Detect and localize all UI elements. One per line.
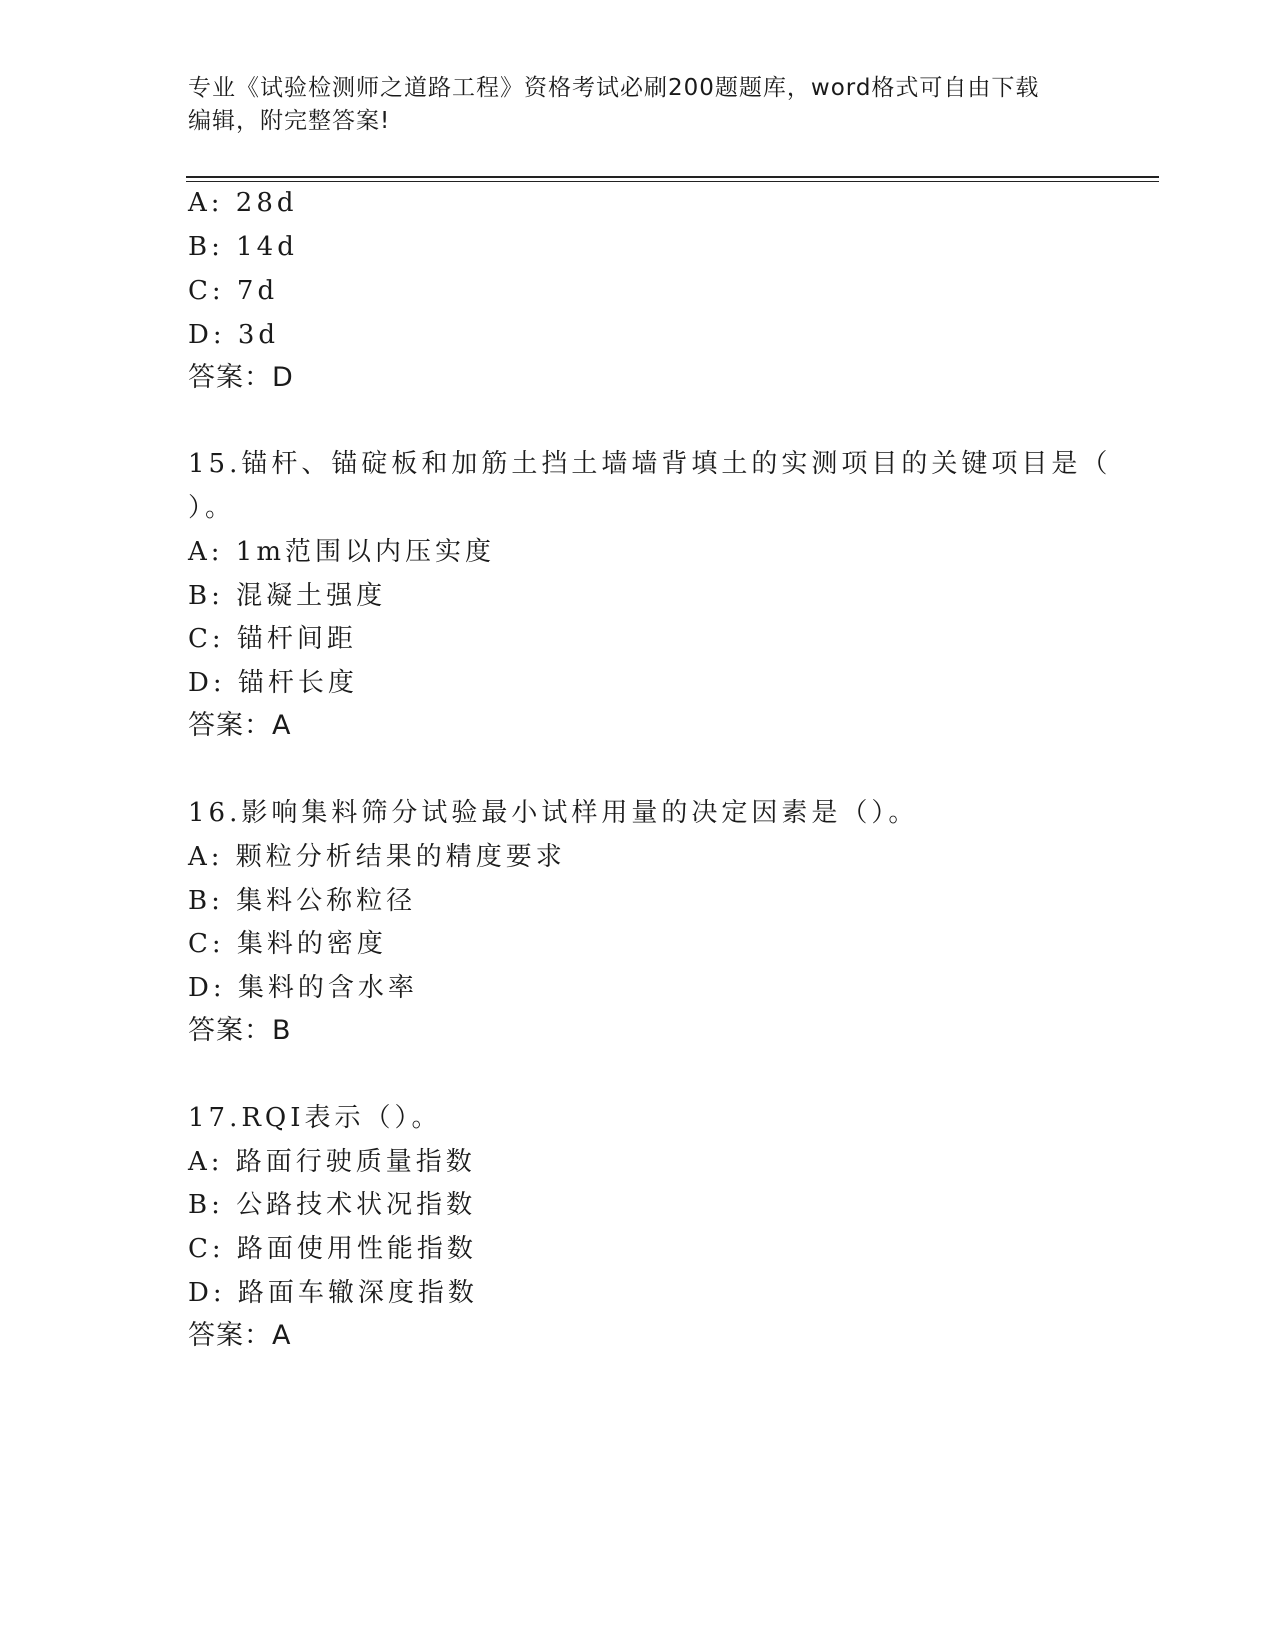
question-stem: 15.锚杆、锚碇板和加筋土挡土墙墙背填土的实测项目的关键项目是（ [188, 449, 1112, 479]
option-a: A: 颗粒分析结果的精度要求 [188, 842, 566, 872]
question-stem: 16.影响集料筛分试验最小试样用量的决定因素是（）。 [188, 798, 919, 828]
option-c: C: 路面使用性能指数 [188, 1234, 477, 1264]
header-divider-thick [186, 176, 1159, 178]
option-d: D: 路面车辙深度指数 [188, 1278, 478, 1308]
answer-line: 答案：B [188, 1015, 292, 1046]
option-d: D: 锚杆长度 [188, 668, 358, 698]
option-a: A: 28d [188, 188, 298, 218]
option-b: B: 集料公称粒径 [188, 886, 417, 916]
header-divider-thin [186, 181, 1159, 182]
option-b: B: 混凝土强度 [188, 581, 387, 611]
option-d: D: 3d [188, 320, 280, 350]
answer-line: 答案：A [188, 1320, 292, 1351]
option-c: C: 锚杆间距 [188, 624, 357, 654]
option-a: A: 路面行驶质量指数 [188, 1147, 476, 1177]
header-title-line-1: 专业《试验检测师之道路工程》资格考试必刷200题题库，word格式可自由下载 [188, 75, 1040, 101]
question-stem: 17.RQI表示（）。 [188, 1103, 442, 1133]
option-c: C: 集料的密度 [188, 929, 387, 959]
document-header [188, 72, 1088, 138]
option-d: D: 集料的含水率 [188, 973, 418, 1003]
answer-line: 答案：A [188, 710, 292, 741]
option-c: C: 7d [188, 276, 279, 306]
option-a: A: 1m范围以内压实度 [188, 537, 495, 567]
option-b: B: 14d [188, 232, 298, 262]
option-b: B: 公路技术状况指数 [188, 1190, 477, 1220]
answer-line: 答案：D [188, 362, 294, 393]
header-title-line-2: 编辑，附完整答案! [188, 108, 391, 134]
question-stem-continued: ）。 [188, 493, 236, 523]
